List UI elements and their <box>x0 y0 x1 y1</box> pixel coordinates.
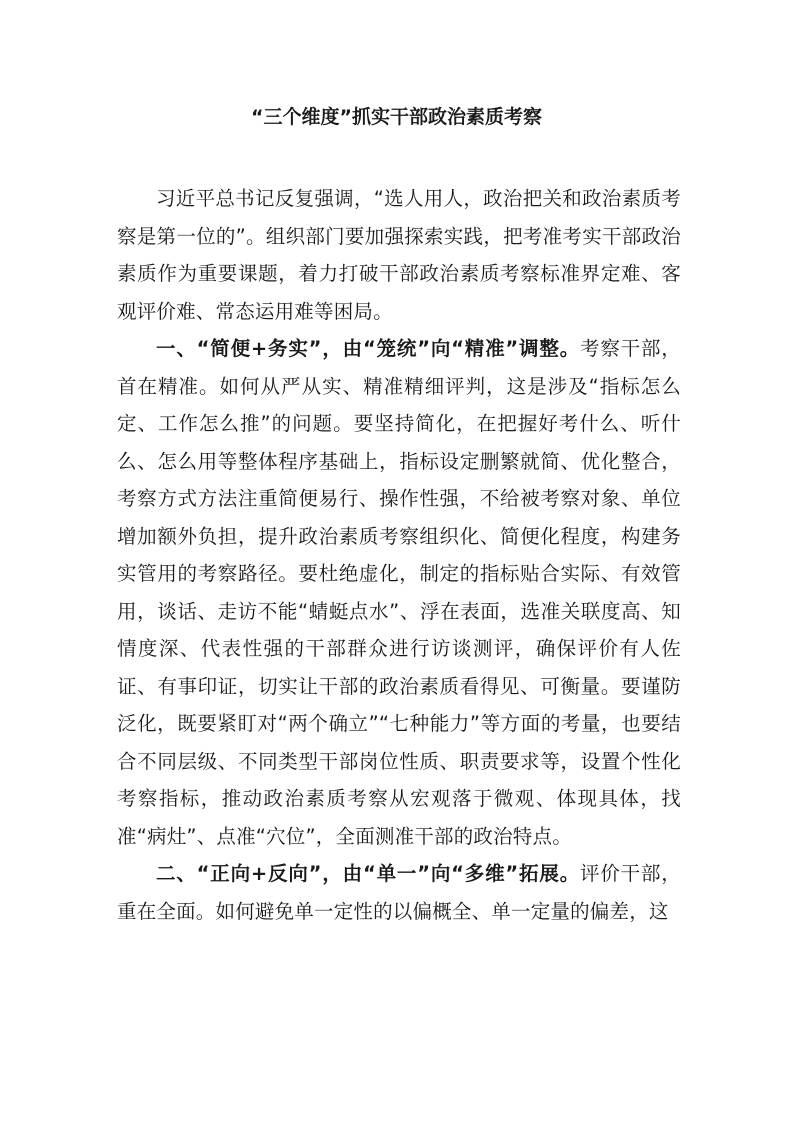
section-heading: 一、“简便+务实”，由“笼统”向“精准”调整。 <box>156 337 581 360</box>
document-body <box>117 180 681 930</box>
paragraph-section-2 <box>117 855 681 930</box>
paragraph-text: 考察干部，首在精准。如何从严从实、精准精细评判，这是涉及“指标怎么定、工作怎么推”的问题。要坚持简化，在把握好考什么、听什么、怎么用等整体程序基础上，指标设定删繁就简、优化整合，考察方式方法注重简便易行、操作性强，不给被考察对象、单位增加额外负担，提升政治素质考察组织化、简便化程度，构建务实管用的考察路径。要杜绝虚化，制定的指标贴合实际、有效管用，谈话、走访不能“蜻蜓点水”、浮在表面，选准关联度高、知情度深、代表性强的干部群众进行访谈测评，确保评价有人佐证、有事印证，切实让干部的政治素质看得见、可衡量。要谨防泛化，既要紧盯对“两个确立”“七种能力”等方面的考量，也要结合不同层级、不同类型干部岗位性质、职责要求等，设置个性化考察指标，推动政治素质考察从宏观落于微观、体现具体，找准“病灶”、点准“穴位”，全面测准干部的政治特点。 <box>117 337 681 848</box>
paragraph-text: 习近平总书记反复强调，“选人用人，政治把关和政治素质考察是第一位的”。组织部门要加强探索实践，把考准考实干部政治素质作为重要课题，着力打破干部政治素质考察标准界定难、客观评价难、常态运用难等困局。 <box>117 187 681 323</box>
section-heading: 二、“正向+反向”，由“单一”向“多维”拓展。 <box>156 862 581 885</box>
paragraph-section-1 <box>117 330 681 855</box>
paragraph-text: 评价干部，重在全面。如何避免单一定性的以偏概全、单一定量的偏差，这 <box>117 862 681 923</box>
document-title: “三个维度”抓实干部政治素质考察 <box>251 106 542 128</box>
paragraph-intro <box>117 180 681 330</box>
